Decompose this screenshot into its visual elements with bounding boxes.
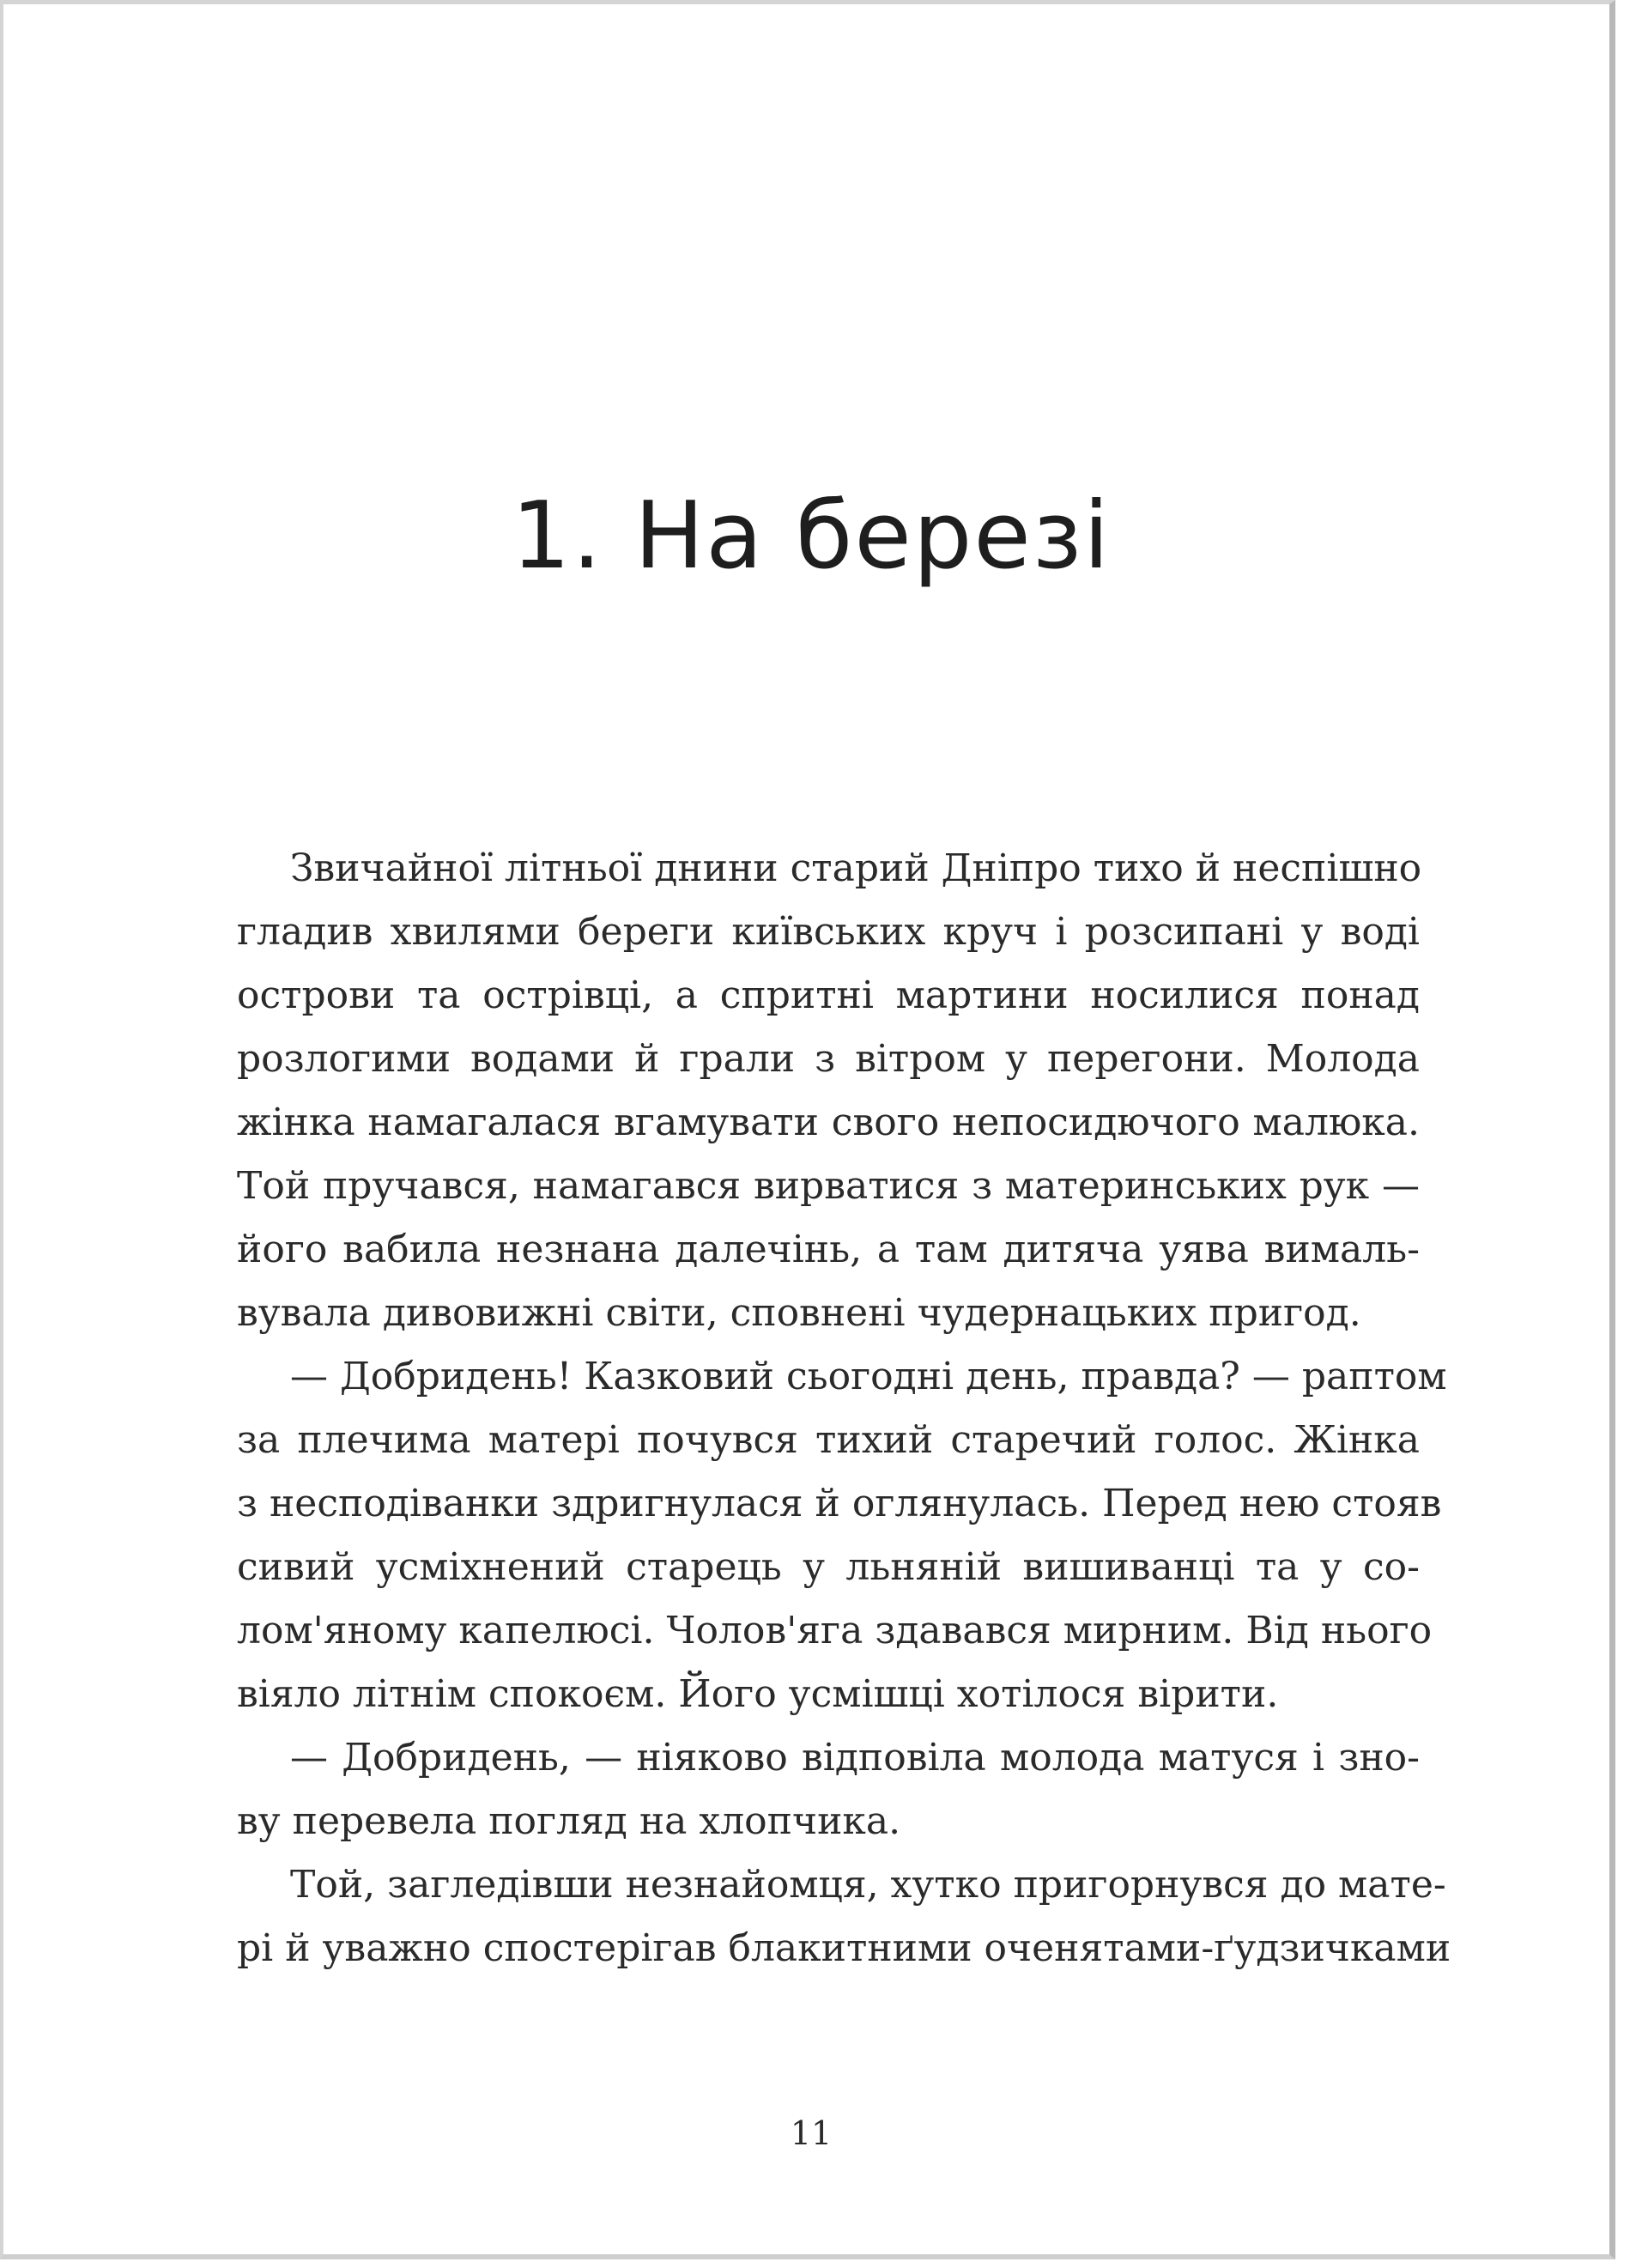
text-line: лом'яному капелюсі. Чолов'яга здавався мирним. Від нього bbox=[237, 1609, 1433, 1652]
text-line: з несподіванки здригнулася й оглянулась. Перед нею стояв bbox=[237, 1482, 1442, 1525]
paragraph bbox=[184, 1726, 1420, 1853]
paragraph bbox=[184, 837, 1420, 1345]
text-line: Той пручався, намагався вирватися з материнських рук — bbox=[237, 1164, 1420, 1208]
text-line: віяло літнім спокоєм. Його усмішці хотілося вірити. bbox=[237, 1672, 1279, 1716]
text-line: сивий усміхнений старець у льняній вишиванці та у со- bbox=[237, 1545, 1420, 1589]
paragraph bbox=[184, 1345, 1447, 1726]
text-line: острови та острівці, а спритні мартини носилися понад bbox=[237, 973, 1420, 1017]
text-line: вувала дивовижні світи, сповнені чудернацьких пригод. bbox=[237, 1291, 1361, 1335]
text-line: його вабила незнана далечінь, а там дитяча уява вималь- bbox=[237, 1228, 1420, 1271]
text-line: жінка намагалася вгамувати свого непосидючого малюка. bbox=[237, 1101, 1420, 1144]
text-line: гладив хвилями береги київських круч і розсипані у воді bbox=[237, 910, 1420, 954]
text-line: розлогими водами й грали з вітром у перегони. Молода bbox=[237, 1037, 1420, 1081]
text-line: ву перевела погляд на хлопчика. bbox=[237, 1799, 901, 1843]
text-line: Той, загледівши незнайомця, хутко пригорнувся до мате- bbox=[290, 1863, 1446, 1907]
chapter-body bbox=[184, 837, 1451, 1980]
chapter-title: 1. На березі bbox=[511, 482, 1112, 590]
text-line: — Добридень, — ніяково відповіла молода матуся і зно- bbox=[290, 1736, 1420, 1780]
paragraph bbox=[184, 1853, 1451, 1980]
text-line: — Добридень! Казковий сьогодні день, правда? — раптом bbox=[290, 1355, 1447, 1398]
text-line: рі й уважно спостерігав блакитними оченятами-ґудзичками bbox=[237, 1926, 1451, 1970]
page-number: 11 bbox=[790, 2114, 833, 2152]
text-line: Звичайної літньої днини старий Дніпро тихо й неспішно bbox=[290, 846, 1422, 890]
text-line: за плечима матері почувся тихий старечий голос. Жінка bbox=[237, 1418, 1420, 1462]
